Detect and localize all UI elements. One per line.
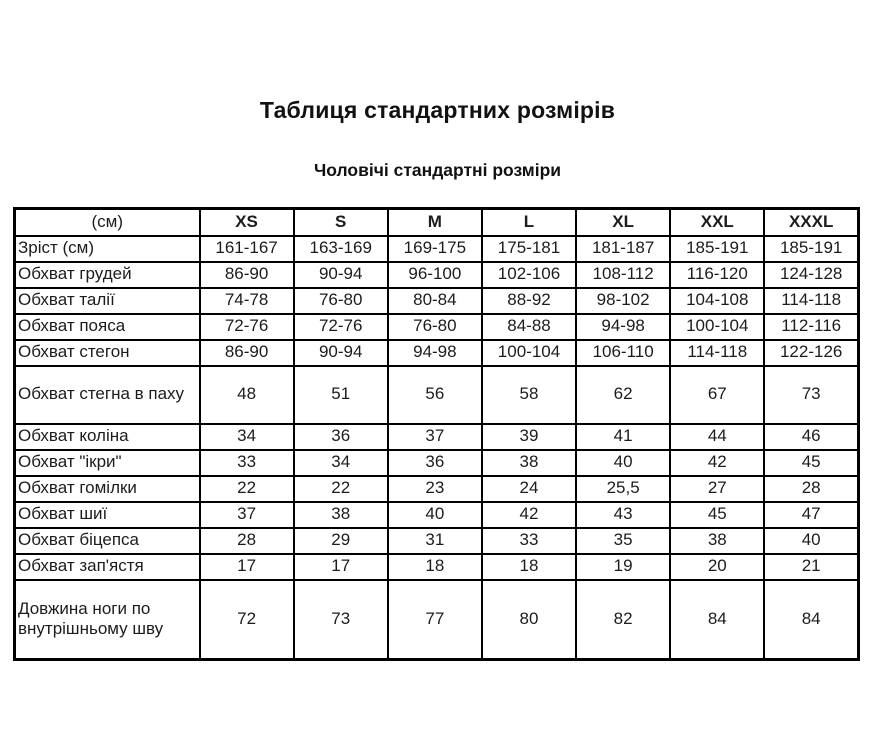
value-cell: 181-187 <box>576 236 670 262</box>
value-cell: 161-167 <box>200 236 294 262</box>
value-cell: 74-78 <box>200 288 294 314</box>
table-row <box>15 528 859 554</box>
value-cell: 72 <box>200 580 294 660</box>
value-cell: 73 <box>294 580 388 660</box>
row-label: Обхват талії <box>15 288 200 314</box>
value-cell: 19 <box>576 554 670 580</box>
value-cell: 44 <box>670 424 764 450</box>
size-table <box>13 207 860 661</box>
table-row <box>15 450 859 476</box>
row-label: Обхват шиї <box>15 502 200 528</box>
row-label: Обхват зап'ястя <box>15 554 200 580</box>
row-label: Обхват стегна в паху <box>15 366 200 424</box>
value-cell: 94-98 <box>388 340 482 366</box>
section-subtitle: Чоловічі стандартні розміри <box>313 160 562 180</box>
table-row <box>15 262 859 288</box>
value-cell: 106-110 <box>576 340 670 366</box>
value-cell: 38 <box>482 450 576 476</box>
table-row <box>15 476 859 502</box>
value-cell: 47 <box>764 502 858 528</box>
value-cell: 38 <box>294 502 388 528</box>
value-cell: 90-94 <box>294 340 388 366</box>
value-cell: 36 <box>294 424 388 450</box>
value-cell: 62 <box>576 366 670 424</box>
value-cell: 175-181 <box>482 236 576 262</box>
size-table-body <box>15 236 859 660</box>
row-label: Обхват гомілки <box>15 476 200 502</box>
value-cell: 28 <box>200 528 294 554</box>
value-cell: 28 <box>764 476 858 502</box>
value-cell: 100-104 <box>482 340 576 366</box>
value-cell: 73 <box>764 366 858 424</box>
value-cell: 41 <box>576 424 670 450</box>
table-row <box>15 314 859 340</box>
row-label: Обхват "ікри" <box>15 450 200 476</box>
value-cell: 88-92 <box>482 288 576 314</box>
value-cell: 80 <box>482 580 576 660</box>
value-cell: 112-116 <box>764 314 858 340</box>
value-cell: 72-76 <box>200 314 294 340</box>
row-label: Довжина ноги по внутрішньому шву <box>15 580 200 660</box>
value-cell: 48 <box>200 366 294 424</box>
value-cell: 31 <box>388 528 482 554</box>
value-cell: 45 <box>670 502 764 528</box>
value-cell: 98-102 <box>576 288 670 314</box>
header-row <box>15 209 859 236</box>
value-cell: 34 <box>200 424 294 450</box>
value-cell: 23 <box>388 476 482 502</box>
value-cell: 45 <box>764 450 858 476</box>
size-header-cell: XS <box>200 209 294 236</box>
row-label: Обхват грудей <box>15 262 200 288</box>
value-cell: 39 <box>482 424 576 450</box>
value-cell: 124-128 <box>764 262 858 288</box>
size-header-cell: XXL <box>670 209 764 236</box>
value-cell: 96-100 <box>388 262 482 288</box>
page-title: Таблиця стандартних розмірів <box>259 97 616 123</box>
value-cell: 33 <box>482 528 576 554</box>
table-row <box>15 502 859 528</box>
value-cell: 104-108 <box>670 288 764 314</box>
unit-header-cell: (см) <box>15 209 200 236</box>
value-cell: 86-90 <box>200 262 294 288</box>
value-cell: 17 <box>200 554 294 580</box>
value-cell: 72-76 <box>294 314 388 340</box>
table-row <box>15 236 859 262</box>
value-cell: 18 <box>482 554 576 580</box>
value-cell: 21 <box>764 554 858 580</box>
value-cell: 82 <box>576 580 670 660</box>
table-row <box>15 288 859 314</box>
value-cell: 67 <box>670 366 764 424</box>
value-cell: 114-118 <box>764 288 858 314</box>
value-cell: 35 <box>576 528 670 554</box>
value-cell: 122-126 <box>764 340 858 366</box>
size-header-cell: S <box>294 209 388 236</box>
value-cell: 51 <box>294 366 388 424</box>
value-cell: 37 <box>200 502 294 528</box>
value-cell: 29 <box>294 528 388 554</box>
value-cell: 42 <box>670 450 764 476</box>
value-cell: 90-94 <box>294 262 388 288</box>
value-cell: 42 <box>482 502 576 528</box>
value-cell: 86-90 <box>200 340 294 366</box>
value-cell: 185-191 <box>670 236 764 262</box>
row-label: Обхват коліна <box>15 424 200 450</box>
size-header-cell: XXXL <box>764 209 858 236</box>
value-cell: 40 <box>388 502 482 528</box>
value-cell: 34 <box>294 450 388 476</box>
value-cell: 46 <box>764 424 858 450</box>
size-header-cell: L <box>482 209 576 236</box>
value-cell: 36 <box>388 450 482 476</box>
value-cell: 114-118 <box>670 340 764 366</box>
value-cell: 40 <box>576 450 670 476</box>
value-cell: 33 <box>200 450 294 476</box>
value-cell: 102-106 <box>482 262 576 288</box>
value-cell: 94-98 <box>576 314 670 340</box>
value-cell: 58 <box>482 366 576 424</box>
value-cell: 163-169 <box>294 236 388 262</box>
table-row <box>15 580 859 660</box>
value-cell: 37 <box>388 424 482 450</box>
value-cell: 56 <box>388 366 482 424</box>
value-cell: 80-84 <box>388 288 482 314</box>
table-row <box>15 554 859 580</box>
value-cell: 76-80 <box>388 314 482 340</box>
value-cell: 22 <box>294 476 388 502</box>
value-cell: 84-88 <box>482 314 576 340</box>
value-cell: 18 <box>388 554 482 580</box>
size-header-cell: M <box>388 209 482 236</box>
value-cell: 100-104 <box>670 314 764 340</box>
value-cell: 24 <box>482 476 576 502</box>
value-cell: 84 <box>764 580 858 660</box>
row-label: Обхват стегон <box>15 340 200 366</box>
value-cell: 84 <box>670 580 764 660</box>
value-cell: 27 <box>670 476 764 502</box>
table-row <box>15 340 859 366</box>
row-label: Обхват біцепса <box>15 528 200 554</box>
value-cell: 108-112 <box>576 262 670 288</box>
value-cell: 77 <box>388 580 482 660</box>
value-cell: 185-191 <box>764 236 858 262</box>
table-row <box>15 366 859 424</box>
value-cell: 169-175 <box>388 236 482 262</box>
value-cell: 38 <box>670 528 764 554</box>
value-cell: 116-120 <box>670 262 764 288</box>
value-cell: 25,5 <box>576 476 670 502</box>
table-row <box>15 424 859 450</box>
value-cell: 43 <box>576 502 670 528</box>
value-cell: 76-80 <box>294 288 388 314</box>
size-header-cell: XL <box>576 209 670 236</box>
row-label: Зріст (см) <box>15 236 200 262</box>
value-cell: 17 <box>294 554 388 580</box>
value-cell: 20 <box>670 554 764 580</box>
size-table-header <box>15 209 859 236</box>
value-cell: 40 <box>764 528 858 554</box>
row-label: Обхват пояса <box>15 314 200 340</box>
value-cell: 22 <box>200 476 294 502</box>
